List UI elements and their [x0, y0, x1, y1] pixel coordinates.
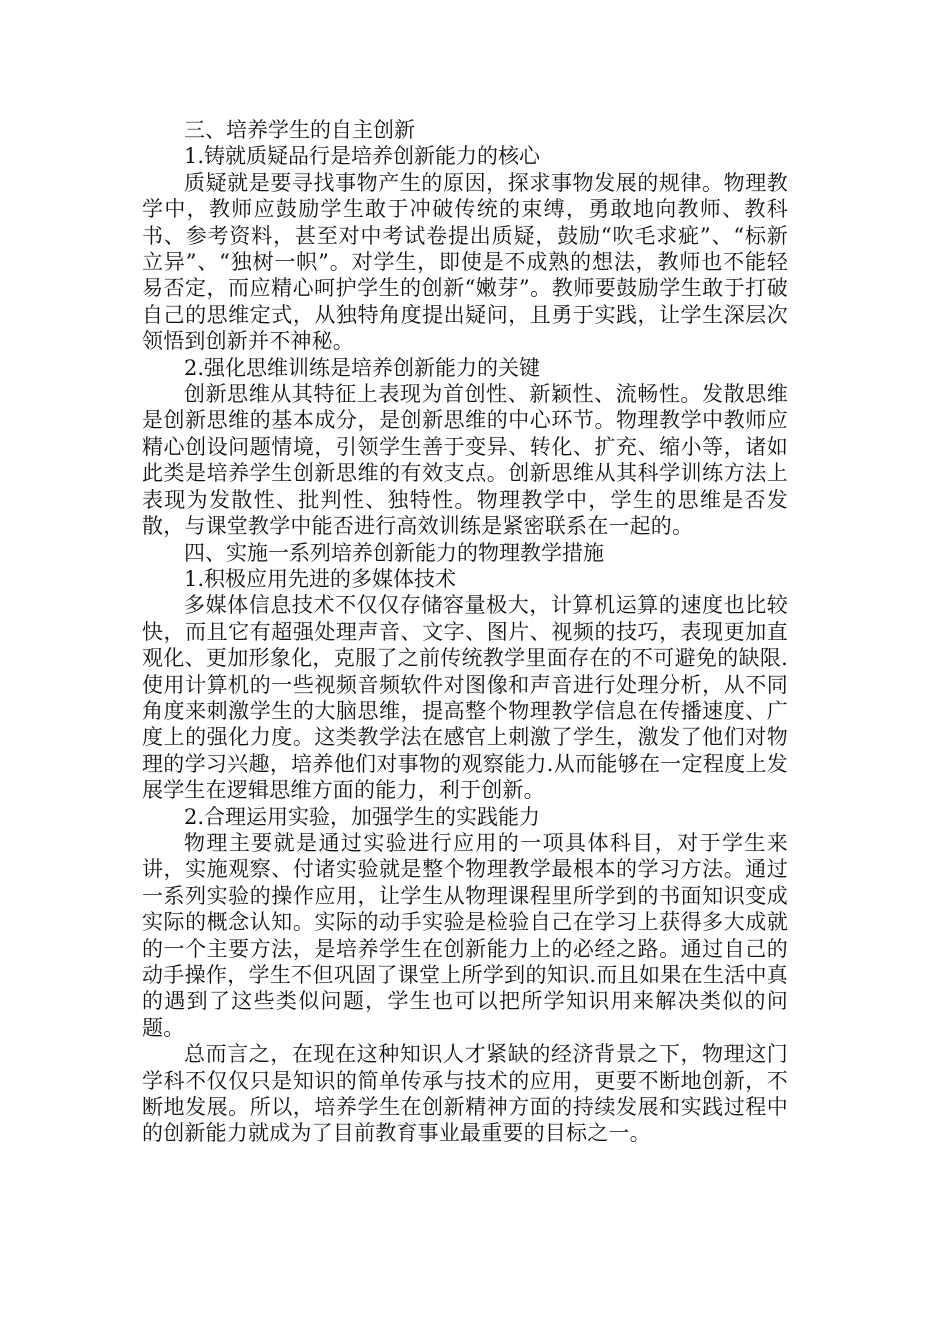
subsection-heading-4-2: 2.合理运用实验，加强学生的实践能力	[184, 804, 541, 829]
paragraph-multimedia: 多媒体信息技术不仅仅存储容量极大，计算机运算的速度也比较快，而且它有超强处理声音、文字、图片、视频的技巧，表现更加直观化、更加形象化，克服了之前传统教学里面存在的不可避免的缺限.使用计算机的一些视频音频软件对图像和声音进行处理分析，从不同角度来刺激学生的大脑思维，提高整个物理教学信息在传播速度、广度上的强化力度。这类教学法在感官上刺激了学生，激发了他们对物理的学习兴趣，培养他们对事物的观察能力.从而能够在一定程度上发展学生在逻辑思维方面的能力，利于创新。	[142, 593, 788, 803]
subsection-heading-3-1: 1.铸就质疑品行是培养创新能力的核心	[184, 144, 541, 169]
section-heading-4: 四、实施一系列培养创新能力的物理教学措施	[184, 540, 604, 565]
subsection-heading-3-2: 2.强化思维训练是培养创新能力的关键	[184, 355, 541, 380]
subsection-heading-4-1: 1.积极应用先进的多媒体技术	[184, 566, 457, 591]
section-heading-3: 三、培养学生的自主创新	[184, 118, 415, 142]
paragraph-experiments: 物理主要就是通过实验进行应用的一项具体科目，对于学生来讲，实施观察、付诸实验就是整个物理教学最根本的学习方法。通过一系列实验的操作应用，让学生从物理课程里所学到的书面知识变成实际的概念认知。实际的动手实验是检验自己在学习上获得多大成就的一个主要方法，是培养学生在创新能力上的必经之路。通过自己的动手操作，学生不但巩固了课堂上所学到的知识.而且如果在生活中真的遇到了这些类似问题，学生也可以把所学知识用来解决类似的问题。	[142, 830, 788, 1040]
paragraph-questioning: 质疑就是要寻找事物产生的原因，探求事物发展的规律。物理教学中，教师应鼓励学生敢于冲破传统的束缚，勇敢地向教师、教科书、参考资料，甚至对中考试卷提出质疑，鼓励“吹毛求疵”、“标新立异”、“独树一帜”。对学生，即使是不成熟的想法，教师也不能轻易否定，而应精心呵护学生的创新“嫩芽”。教师要鼓励学生敢于打破自己的思维定式，从独特角度提出疑问，且勇于实践，让学生深层次领悟到创新并不神秘。	[142, 170, 788, 354]
paragraph-thinking-training: 创新思维从其特征上表现为首创性、新颖性、流畅性。发散思维是创新思维的基本成分，是创新思维的中心环节。物理教学中教师应精心创设问题情境，引领学生善于变异、转化、扩充、缩小等，诸如此类是培养学生创新思维的有效支点。创新思维从其科学训练方法上表现为发散性、批判性、独特性。物理教学中，学生的思维是否发散，与课堂教学中能否进行高效训练是紧密联系在一起的。	[142, 382, 788, 539]
paragraph-conclusion: 总而言之，在现在这种知识人才紧缺的经济背景之下，物理这门学科不仅仅只是知识的简单传承与技术的应用，更要不断地创新，不断地发展。所以，培养学生在创新精神方面的持续发展和实践过程中的创新能力就成为了目前教育事业最重要的目标之一。	[142, 1042, 788, 1146]
document-page	[142, 117, 788, 1147]
